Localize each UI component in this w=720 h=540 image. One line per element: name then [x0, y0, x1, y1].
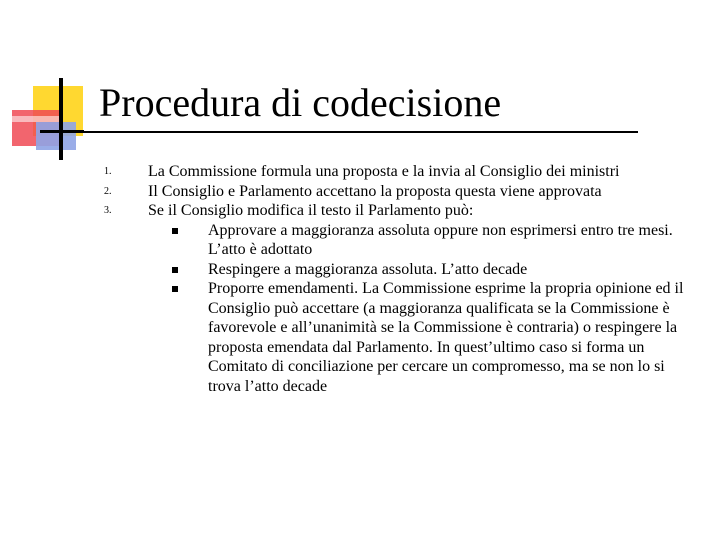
vertical-rule [59, 78, 63, 160]
sub-list-item [0, 279, 720, 396]
list-number: 1. [104, 166, 112, 177]
sub-list-item-text: Approvare a maggioranza assoluta oppure non esprimersi entro tre mesi. L’atto è adottato [208, 221, 673, 258]
slide-title: Procedura di codecisione [99, 80, 502, 125]
sub-list-item [0, 221, 720, 260]
list-item [0, 182, 720, 202]
sub-list-item-text: Proporre emendamenti. La Commissione esprime la propria opinione ed il Consiglio può accettare (a maggioranza qualificata se la Commissione è favorevole e all’unanimità se la Commissione è contraria) o respingere la proposta emendata dal Parlamento. In quest’ultimo caso si forma un Comitato di conciliazione per cercare un compromesso, ma se non lo si trova l’atto decade [208, 280, 684, 395]
square-bullet-icon [172, 267, 178, 273]
sub-list-item [0, 260, 720, 280]
title-underline [62, 131, 638, 133]
sub-list-item-text: Respingere a maggioranza assoluta. L’atto decade [208, 260, 528, 278]
list-number: 3. [104, 205, 112, 216]
slide-content [0, 162, 720, 396]
square-bullet-icon [172, 228, 178, 234]
list-number: 2. [104, 185, 112, 197]
blue-square [36, 122, 76, 150]
list-item-text: La Commissione formula una proposta e la invia al Consiglio dei ministri [148, 163, 620, 180]
list-item-text: Se il Consiglio modifica il testo il Parlamento può: [148, 202, 474, 219]
list-item-text: Il Consiglio e Parlamento accettano la proposta questa viene approvata [148, 182, 602, 200]
square-bullet-icon [172, 286, 178, 292]
decorative-squares-logo [0, 0, 100, 170]
list-item [0, 201, 720, 221]
list-item [0, 162, 720, 182]
